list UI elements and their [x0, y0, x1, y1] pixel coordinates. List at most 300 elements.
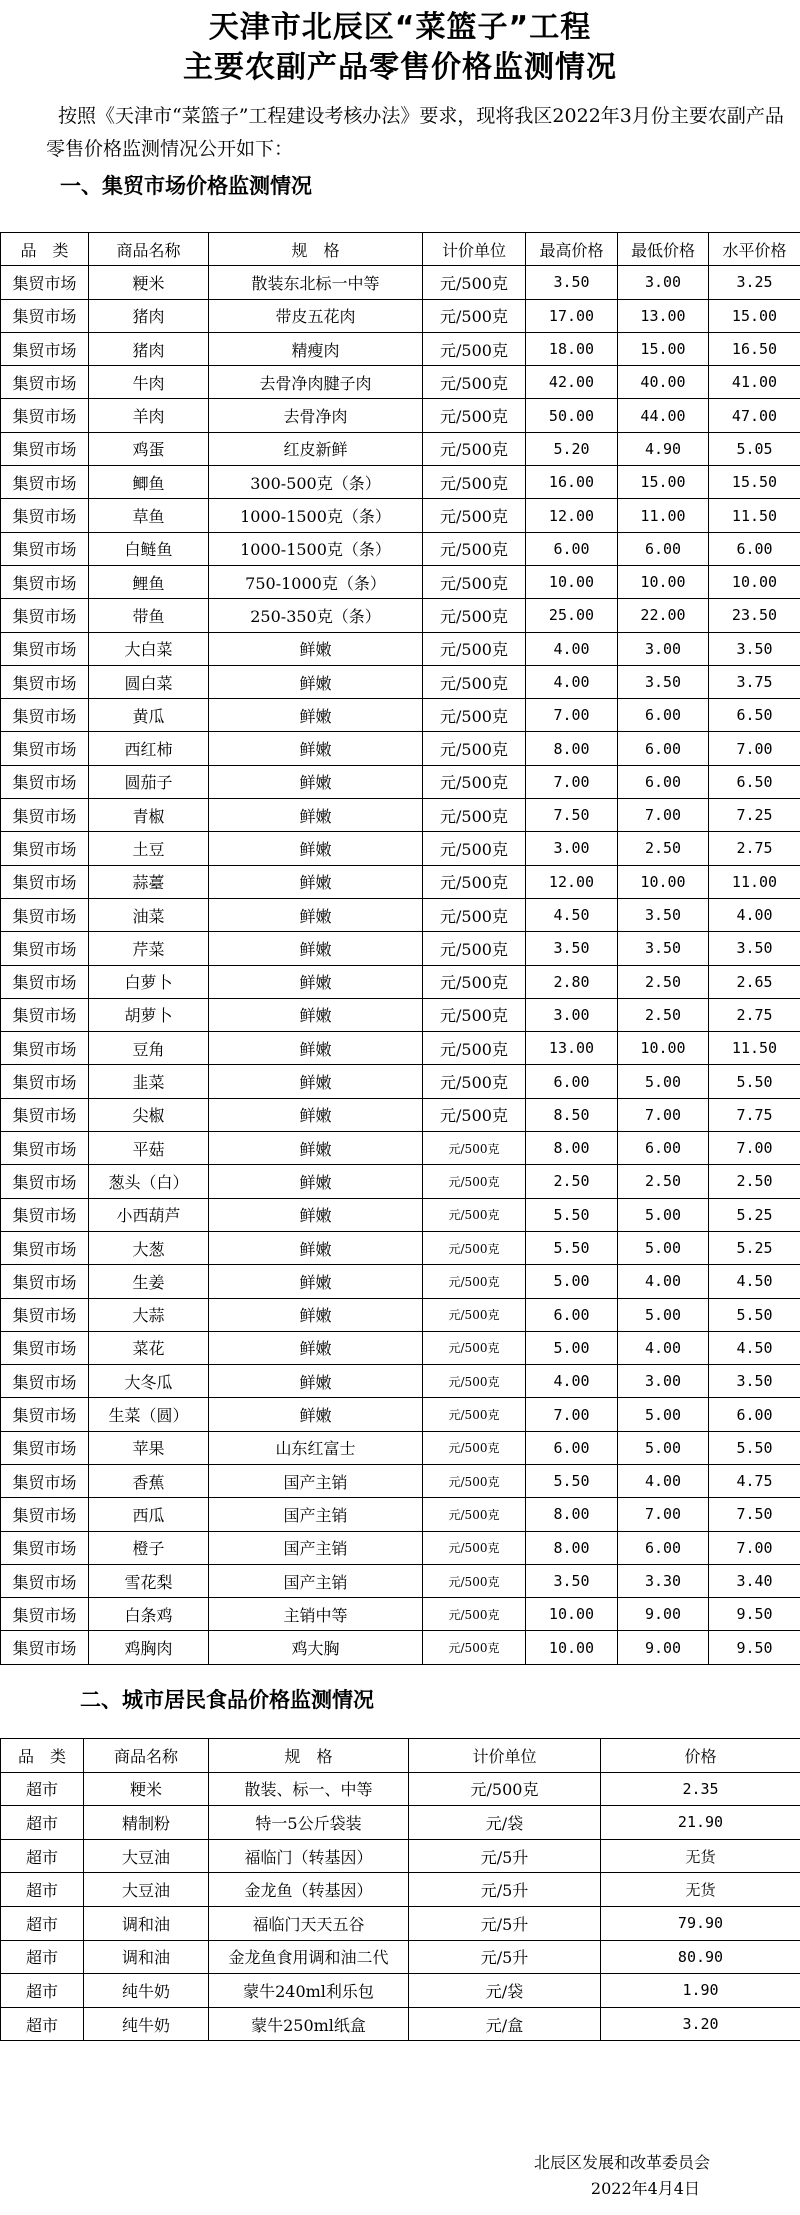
table-cell: 15.50 [709, 466, 800, 499]
table-cell: 5.50 [709, 1298, 800, 1331]
table-cell: 3.20 [601, 2007, 800, 2041]
table-cell: 元/500克 [423, 898, 526, 931]
table-cell: 鲜嫩 [209, 998, 423, 1031]
table-cell: 元/500克 [423, 332, 526, 365]
table-cell: 5.50 [526, 1231, 618, 1264]
table-cell: 元/5升 [409, 1839, 601, 1873]
table-row [1, 1198, 800, 1231]
table-cell: 集贸市场 [1, 1331, 89, 1364]
table-cell: 元/500克 [423, 366, 526, 399]
table-cell: 纯牛奶 [84, 1974, 209, 2008]
table-cell: 4.00 [526, 632, 618, 665]
table-row [1, 1431, 800, 1464]
table-cell: 元/500克 [423, 1331, 526, 1364]
table-cell: 元/500克 [423, 832, 526, 865]
table-cell: 超市 [1, 2007, 84, 2041]
table-cell: 15.00 [618, 466, 709, 499]
table-row [1, 1231, 800, 1264]
column-header: 最高价格 [526, 233, 618, 266]
table-cell: 3.50 [618, 665, 709, 698]
table-row [1, 1806, 800, 1840]
table-cell: 集贸市场 [1, 399, 89, 432]
table-cell: 集贸市场 [1, 1598, 89, 1631]
table-cell: 鲜嫩 [209, 1265, 423, 1298]
column-header: 品 类 [1, 233, 89, 266]
table-cell: 鸡蛋 [89, 432, 209, 465]
table-cell: 超市 [1, 1873, 84, 1907]
table-cell: 6.00 [618, 765, 709, 798]
table-cell: 6.00 [526, 532, 618, 565]
table-cell: 鲜嫩 [209, 732, 423, 765]
table-cell: 平菇 [89, 1132, 209, 1165]
table-cell: 集贸市场 [1, 799, 89, 832]
table-cell: 大豆油 [84, 1873, 209, 1907]
table-cell: 集贸市场 [1, 599, 89, 632]
table-cell: 元/500克 [423, 1431, 526, 1464]
table-row [1, 1531, 800, 1564]
table-cell: 大白菜 [89, 632, 209, 665]
table-cell: 5.50 [709, 1065, 800, 1098]
table-header-row [1, 233, 800, 266]
table-cell: 元/500克 [423, 266, 526, 299]
table-row [1, 499, 800, 532]
table-cell: 集贸市场 [1, 1531, 89, 1564]
table-cell: 元/500克 [423, 1464, 526, 1497]
table-cell: 集贸市场 [1, 1132, 89, 1165]
table-cell: 元/500克 [423, 532, 526, 565]
table-cell: 集贸市场 [1, 466, 89, 499]
table-cell: 鲜嫩 [209, 632, 423, 665]
table-cell: 12.00 [526, 499, 618, 532]
table-cell: 集贸市场 [1, 1098, 89, 1131]
table-row [1, 765, 800, 798]
table-cell: 10.00 [526, 1631, 618, 1664]
table-cell: 福临门天天五谷 [209, 1906, 409, 1940]
table-cell: 11.50 [709, 499, 800, 532]
table-row [1, 799, 800, 832]
table-cell: 3.25 [709, 266, 800, 299]
table-cell: 5.50 [526, 1198, 618, 1231]
table-cell: 4.00 [526, 1365, 618, 1398]
table-row [1, 399, 800, 432]
section-heading-supermarket: 二、城市居民食品价格监测情况 [80, 1688, 374, 1712]
table-cell: 7.00 [526, 1398, 618, 1431]
page-title: 天津市北辰区“菜篮子”工程 [208, 10, 592, 45]
table-cell: 7.00 [526, 699, 618, 732]
table-cell: 5.25 [709, 1198, 800, 1231]
table-row [1, 432, 800, 465]
table-cell: 3.00 [618, 632, 709, 665]
table-cell: 草鱼 [89, 499, 209, 532]
table-cell: 9.00 [618, 1598, 709, 1631]
footer-org: 北辰区发展和改革委员会 [533, 2153, 710, 2172]
table-cell: 鲜嫩 [209, 1331, 423, 1364]
table-cell: 5.00 [526, 1331, 618, 1364]
table-cell: 10.00 [618, 565, 709, 598]
table-cell: 元/500克 [423, 1265, 526, 1298]
table-cell: 蒙牛240ml利乐包 [209, 1974, 409, 2008]
table-cell: 5.00 [618, 1198, 709, 1231]
table-cell: 6.50 [709, 699, 800, 732]
table-row [1, 1132, 800, 1165]
table-cell: 9.50 [709, 1598, 800, 1631]
table-cell: 生菜（圆） [89, 1398, 209, 1431]
table-cell: 元/500克 [423, 1132, 526, 1165]
table-cell: 集贸市场 [1, 332, 89, 365]
table-cell: 油菜 [89, 898, 209, 931]
table-row [1, 732, 800, 765]
column-header: 规 格 [209, 233, 423, 266]
table-row [1, 266, 800, 299]
table-cell: 元/袋 [409, 1974, 601, 2008]
table-cell: 7.50 [526, 799, 618, 832]
table-cell: 元/500克 [423, 1298, 526, 1331]
table-cell: 超市 [1, 1806, 84, 1840]
table-cell: 3.00 [526, 998, 618, 1031]
table-row [1, 599, 800, 632]
table-row [1, 1165, 800, 1198]
table-row [1, 832, 800, 865]
supermarket-price-table [0, 1738, 800, 2041]
table-cell: 元/5升 [409, 1940, 601, 1974]
table-cell: 8.00 [526, 1531, 618, 1564]
table-cell: 3.75 [709, 665, 800, 698]
table-cell: 6.00 [709, 1398, 800, 1431]
table-cell: 元/500克 [423, 799, 526, 832]
table-cell: 集贸市场 [1, 665, 89, 698]
table-cell: 10.00 [526, 565, 618, 598]
table-cell: 元/500克 [423, 1098, 526, 1131]
column-header: 品 类 [1, 1739, 84, 1773]
table-cell: 3.50 [709, 1365, 800, 1398]
table-row [1, 1265, 800, 1298]
table-cell: 鸡胸肉 [89, 1631, 209, 1664]
table-cell: 9.50 [709, 1631, 800, 1664]
table-cell: 纯牛奶 [84, 2007, 209, 2041]
intro-paragraph: 按照《天津市“菜篮子”工程建设考核办法》要求，现将我区2022年3月份主要农副产品零售价格监测情况公开如下： [46, 105, 784, 160]
table-row [1, 299, 800, 332]
table-cell: 21.90 [601, 1806, 800, 1840]
table-cell: 蒙牛250ml纸盒 [209, 2007, 409, 2041]
column-header: 规 格 [209, 1739, 409, 1773]
table-cell: 国产主销 [209, 1464, 423, 1497]
table-row [1, 1906, 800, 1940]
table-cell: 5.00 [618, 1298, 709, 1331]
table-cell: 调和油 [84, 1906, 209, 1940]
table-cell: 集贸市场 [1, 699, 89, 732]
table-cell: 鲜嫩 [209, 1165, 423, 1198]
table-cell: 元/500克 [423, 632, 526, 665]
table-row [1, 865, 800, 898]
table-cell: 8.50 [526, 1098, 618, 1131]
table-row [1, 1598, 800, 1631]
table-cell: 鲫鱼 [89, 466, 209, 499]
table-cell: 50.00 [526, 399, 618, 432]
table-cell: 5.20 [526, 432, 618, 465]
table-cell: 雪花梨 [89, 1564, 209, 1597]
table-cell: 44.00 [618, 399, 709, 432]
table-cell: 元/500克 [409, 1772, 601, 1806]
table-cell: 大豆油 [84, 1839, 209, 1873]
table-cell: 2.65 [709, 965, 800, 998]
table-cell: 集贸市场 [1, 266, 89, 299]
table-cell: 元/500克 [423, 998, 526, 1031]
table-cell: 鲜嫩 [209, 965, 423, 998]
table-row [1, 665, 800, 698]
table-cell: 5.05 [709, 432, 800, 465]
table-cell: 鲜嫩 [209, 1231, 423, 1264]
table-cell: 5.00 [526, 1265, 618, 1298]
table-cell: 2.50 [618, 965, 709, 998]
table-cell: 香蕉 [89, 1464, 209, 1497]
table-cell: 23.50 [709, 599, 800, 632]
table-cell: 青椒 [89, 799, 209, 832]
table-cell: 1000-1500克（条） [209, 532, 423, 565]
table-cell: 土豆 [89, 832, 209, 865]
table-row [1, 932, 800, 965]
table-cell: 鲜嫩 [209, 932, 423, 965]
table-cell: 蒜薹 [89, 865, 209, 898]
table-cell: 5.50 [709, 1431, 800, 1464]
table-cell: 3.30 [618, 1564, 709, 1597]
table-cell: 元/500克 [423, 865, 526, 898]
table-cell: 4.90 [618, 432, 709, 465]
table-row [1, 1464, 800, 1497]
table-cell: 鲜嫩 [209, 1032, 423, 1065]
table-cell: 3.40 [709, 1564, 800, 1597]
table-cell: 集贸市场 [1, 1065, 89, 1098]
table-row [1, 1839, 800, 1873]
table-cell: 6.00 [526, 1298, 618, 1331]
table-cell: 集贸市场 [1, 965, 89, 998]
table-cell: 超市 [1, 1906, 84, 1940]
table-cell: 3.00 [618, 266, 709, 299]
table-cell: 鲜嫩 [209, 1198, 423, 1231]
table-cell: 红皮新鲜 [209, 432, 423, 465]
table-cell: 去骨净肉 [209, 399, 423, 432]
table-cell: 超市 [1, 1940, 84, 1974]
table-row [1, 565, 800, 598]
table-cell: 集贸市场 [1, 732, 89, 765]
table-cell: 元/盒 [409, 2007, 601, 2041]
table-cell: 4.75 [709, 1464, 800, 1497]
table-cell: 国产主销 [209, 1531, 423, 1564]
table-cell: 9.00 [618, 1631, 709, 1664]
table-cell: 鸡大胸 [209, 1631, 423, 1664]
table-cell: 猪肉 [89, 332, 209, 365]
table-cell: 7.00 [618, 1498, 709, 1531]
table-cell: 4.00 [526, 665, 618, 698]
table-cell: 鲜嫩 [209, 898, 423, 931]
table-cell: 无货 [601, 1873, 800, 1907]
table-cell: 精瘦肉 [209, 332, 423, 365]
table-cell: 元/500克 [423, 299, 526, 332]
table-row [1, 1974, 800, 2008]
table-cell: 2.75 [709, 998, 800, 1031]
table-row [1, 1631, 800, 1664]
column-header: 计价单位 [409, 1739, 601, 1773]
table-cell: 1.90 [601, 1974, 800, 2008]
table-cell: 山东红富士 [209, 1431, 423, 1464]
table-cell: 金龙鱼（转基因） [209, 1873, 409, 1907]
table-row [1, 466, 800, 499]
table-cell: 4.00 [709, 898, 800, 931]
table-row [1, 998, 800, 1031]
table-row [1, 1498, 800, 1531]
table-cell: 元/500克 [423, 399, 526, 432]
table-cell: 圆茄子 [89, 765, 209, 798]
table-cell: 5.00 [618, 1398, 709, 1431]
table-row [1, 699, 800, 732]
column-header: 最低价格 [618, 233, 709, 266]
table-cell: 集贸市场 [1, 632, 89, 665]
table-cell: 白萝卜 [89, 965, 209, 998]
table-cell: 3.50 [526, 932, 618, 965]
table-cell: 7.00 [618, 799, 709, 832]
table-cell: 10.00 [618, 865, 709, 898]
table-cell: 集贸市场 [1, 1365, 89, 1398]
table-cell: 5.00 [618, 1431, 709, 1464]
table-cell: 6.00 [618, 732, 709, 765]
table-cell: 3.50 [709, 932, 800, 965]
table-cell: 集贸市场 [1, 898, 89, 931]
table-cell: 鲜嫩 [209, 1065, 423, 1098]
table-cell: 元/500克 [423, 1598, 526, 1631]
table-cell: 调和油 [84, 1940, 209, 1974]
table-cell: 生姜 [89, 1265, 209, 1298]
table-cell: 橙子 [89, 1531, 209, 1564]
table-cell: 4.50 [709, 1265, 800, 1298]
table-cell: 鲜嫩 [209, 1132, 423, 1165]
table-cell: 牛肉 [89, 366, 209, 399]
table-cell: 17.00 [526, 299, 618, 332]
table-cell: 集贸市场 [1, 865, 89, 898]
table-row [1, 332, 800, 365]
table-cell: 尖椒 [89, 1098, 209, 1131]
table-cell: 粳米 [84, 1772, 209, 1806]
table-row [1, 1564, 800, 1597]
table-cell: 元/500克 [423, 1032, 526, 1065]
table-row [1, 532, 800, 565]
table-cell: 4.00 [618, 1464, 709, 1497]
table-cell: 2.50 [618, 998, 709, 1031]
table-cell: 7.50 [709, 1498, 800, 1531]
table-cell: 5.50 [526, 1464, 618, 1497]
table-cell: 6.00 [618, 532, 709, 565]
table-cell: 79.90 [601, 1906, 800, 1940]
table-cell: 去骨净肉腱子肉 [209, 366, 423, 399]
table-cell: 韭菜 [89, 1065, 209, 1098]
section-heading-market: 一、集贸市场价格监测情况 [60, 174, 312, 198]
table-cell: 精制粉 [84, 1806, 209, 1840]
column-header: 计价单位 [423, 233, 526, 266]
table-cell: 鲜嫩 [209, 1098, 423, 1131]
table-cell: 2.75 [709, 832, 800, 865]
table-cell: 元/500克 [423, 1198, 526, 1231]
table-cell: 2.80 [526, 965, 618, 998]
table-cell: 2.50 [526, 1165, 618, 1198]
table-cell: 6.00 [526, 1065, 618, 1098]
table-cell: 集贸市场 [1, 998, 89, 1031]
table-cell: 胡萝卜 [89, 998, 209, 1031]
table-cell: 圆白菜 [89, 665, 209, 698]
table-row [1, 1032, 800, 1065]
table-cell: 3.00 [526, 832, 618, 865]
column-header: 商品名称 [89, 233, 209, 266]
table-row [1, 1065, 800, 1098]
table-row [1, 2007, 800, 2041]
table-cell: 8.00 [526, 732, 618, 765]
table-cell: 鲜嫩 [209, 1398, 423, 1431]
table-cell: 集贸市场 [1, 499, 89, 532]
table-cell: 元/袋 [409, 1806, 601, 1840]
table-cell: 集贸市场 [1, 1198, 89, 1231]
table-cell: 7.00 [709, 1531, 800, 1564]
table-cell: 12.00 [526, 865, 618, 898]
table-cell: 鲜嫩 [209, 665, 423, 698]
table-cell: 集贸市场 [1, 1298, 89, 1331]
table-cell: 25.00 [526, 599, 618, 632]
table-cell: 16.50 [709, 332, 800, 365]
table-cell: 7.00 [709, 1132, 800, 1165]
table-cell: 11.50 [709, 1032, 800, 1065]
table-cell: 元/500克 [423, 1365, 526, 1398]
table-cell: 散装东北标一中等 [209, 266, 423, 299]
table-cell: 带皮五花肉 [209, 299, 423, 332]
table-cell: 葱头（白） [89, 1165, 209, 1198]
table-cell: 80.90 [601, 1940, 800, 1974]
table-cell: 集贸市场 [1, 1631, 89, 1664]
table-cell: 8.00 [526, 1498, 618, 1531]
table-cell: 41.00 [709, 366, 800, 399]
page-subtitle: 主要农副产品零售价格监测情况 [183, 50, 617, 85]
table-cell: 3.50 [618, 898, 709, 931]
table-cell: 鲜嫩 [209, 865, 423, 898]
table-cell: 10.00 [618, 1032, 709, 1065]
table-cell: 18.00 [526, 332, 618, 365]
table-cell: 300-500克（条） [209, 466, 423, 499]
table-row [1, 1365, 800, 1398]
footer-date: 2022年4月4日 [590, 2179, 700, 2198]
table-cell: 42.00 [526, 366, 618, 399]
table-cell: 集贸市场 [1, 1564, 89, 1597]
table-header-row [1, 1739, 800, 1773]
table-cell: 菜花 [89, 1331, 209, 1364]
table-cell: 集贸市场 [1, 1498, 89, 1531]
table-cell: 集贸市场 [1, 1231, 89, 1264]
table-cell: 4.50 [709, 1331, 800, 1364]
table-cell: 集贸市场 [1, 1165, 89, 1198]
table-cell: 6.00 [618, 1531, 709, 1564]
table-cell: 元/5升 [409, 1906, 601, 1940]
table-cell: 元/500克 [423, 699, 526, 732]
table-cell: 羊肉 [89, 399, 209, 432]
table-cell: 7.00 [709, 732, 800, 765]
table-cell: 3.00 [618, 1365, 709, 1398]
table-cell: 猪肉 [89, 299, 209, 332]
table-cell: 国产主销 [209, 1498, 423, 1531]
table-cell: 无货 [601, 1839, 800, 1873]
table-cell: 集贸市场 [1, 765, 89, 798]
table-cell: 元/500克 [423, 1065, 526, 1098]
table-cell: 豆角 [89, 1032, 209, 1065]
table-cell: 6.00 [526, 1431, 618, 1464]
table-cell: 4.00 [618, 1331, 709, 1364]
table-cell: 2.35 [601, 1772, 800, 1806]
table-cell: 小西葫芦 [89, 1198, 209, 1231]
table-cell: 15.00 [618, 332, 709, 365]
table-row [1, 965, 800, 998]
